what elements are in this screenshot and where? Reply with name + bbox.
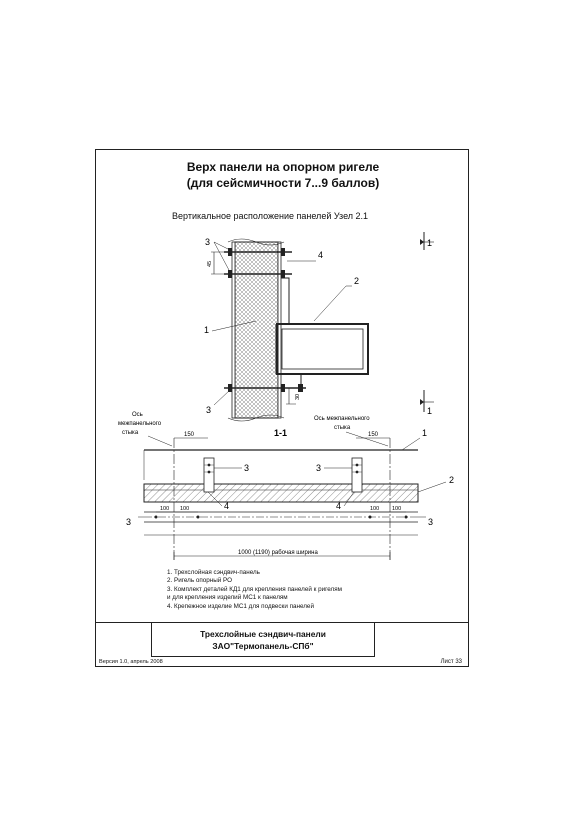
callout-1-sec: 1 — [422, 428, 428, 438]
section-1-1 — [118, 412, 454, 560]
title-block-line-1: Трехслойные сэндвич-панели — [200, 629, 326, 639]
callout-3-sec-left: 3 — [244, 463, 250, 473]
dim-30: 30 — [295, 393, 301, 400]
callout-2-sec: 2 — [449, 475, 455, 485]
axis-label-left-2: межпанельного — [118, 421, 162, 427]
section-mark-bottom: 1 — [427, 406, 433, 416]
section-title: 1-1 — [274, 428, 288, 438]
callout-1-node: 1 — [204, 325, 210, 335]
girder-ro — [277, 324, 368, 374]
fastener-left — [204, 458, 214, 492]
legend-item: 4. Крепежное изделие МС1 для подвески панелей — [167, 602, 314, 610]
axis-label-right-2: стыка — [334, 425, 351, 431]
dim-45: 45 — [207, 260, 213, 267]
callout-3-sec-outer-left: 3 — [126, 517, 132, 527]
title-line-1: Верх панели на опорном ригеле — [186, 160, 380, 174]
dim-100-3: 100 — [370, 506, 380, 512]
legend-item: 2. Ригель опорный РО — [167, 577, 233, 585]
callout-4-sec-left: 4 — [224, 501, 230, 511]
callout-3-top: 3 — [205, 237, 211, 247]
sandwich-panel — [235, 242, 278, 418]
sheet-number: Лист 33 — [440, 659, 462, 665]
callout-3-sec-right: 3 — [316, 463, 322, 473]
callout-2-node: 2 — [354, 276, 360, 286]
node-detail — [204, 232, 434, 421]
dim-100-1: 100 — [160, 506, 170, 512]
axis-label-left-3: стыка — [122, 430, 139, 436]
dim-150-left: 150 — [184, 432, 195, 438]
dim-150-right: 150 — [368, 432, 379, 438]
callout-3-bottom: 3 — [206, 405, 212, 415]
drawing-sheet — [95, 149, 469, 667]
callout-4-node: 4 — [318, 250, 324, 260]
section-mark-top: 1 — [427, 238, 433, 248]
girder-plan — [144, 484, 418, 502]
dim-100-4: 100 — [392, 506, 402, 512]
callout-4-sec-right: 4 — [336, 501, 342, 511]
title-block-org — [151, 623, 375, 657]
legend — [167, 569, 342, 611]
version-label: Версия 1.0, апрель 2008 — [99, 659, 163, 665]
legend-item: и для крепления изделий МС1 к панелям — [167, 594, 288, 602]
legend-item: 1. Трехслойная сэндвич-панель — [167, 569, 260, 576]
title-block — [96, 622, 468, 667]
title-line-2: (для сейсмичности 7...9 баллов) — [186, 176, 380, 190]
dim-100-2: 100 — [180, 506, 190, 512]
dim-working-width: 1000 (1190) рабочая ширина — [238, 550, 318, 556]
subtitle: Вертикальное расположение панелей Узел 2.1 — [172, 211, 369, 221]
title-block-line-2: ЗАО"Термопанель-СПб" — [212, 641, 314, 651]
axis-label-left-1: Ось — [132, 412, 143, 418]
axis-label-right-1: Ось межпанельного — [314, 416, 370, 422]
technical-drawing — [96, 150, 468, 560]
legend-item: 3. Комплект деталей КД1 для крепления панелей к ригелям — [167, 585, 342, 593]
fastener-right — [352, 458, 362, 492]
callout-3-sec-outer-right: 3 — [428, 517, 434, 527]
